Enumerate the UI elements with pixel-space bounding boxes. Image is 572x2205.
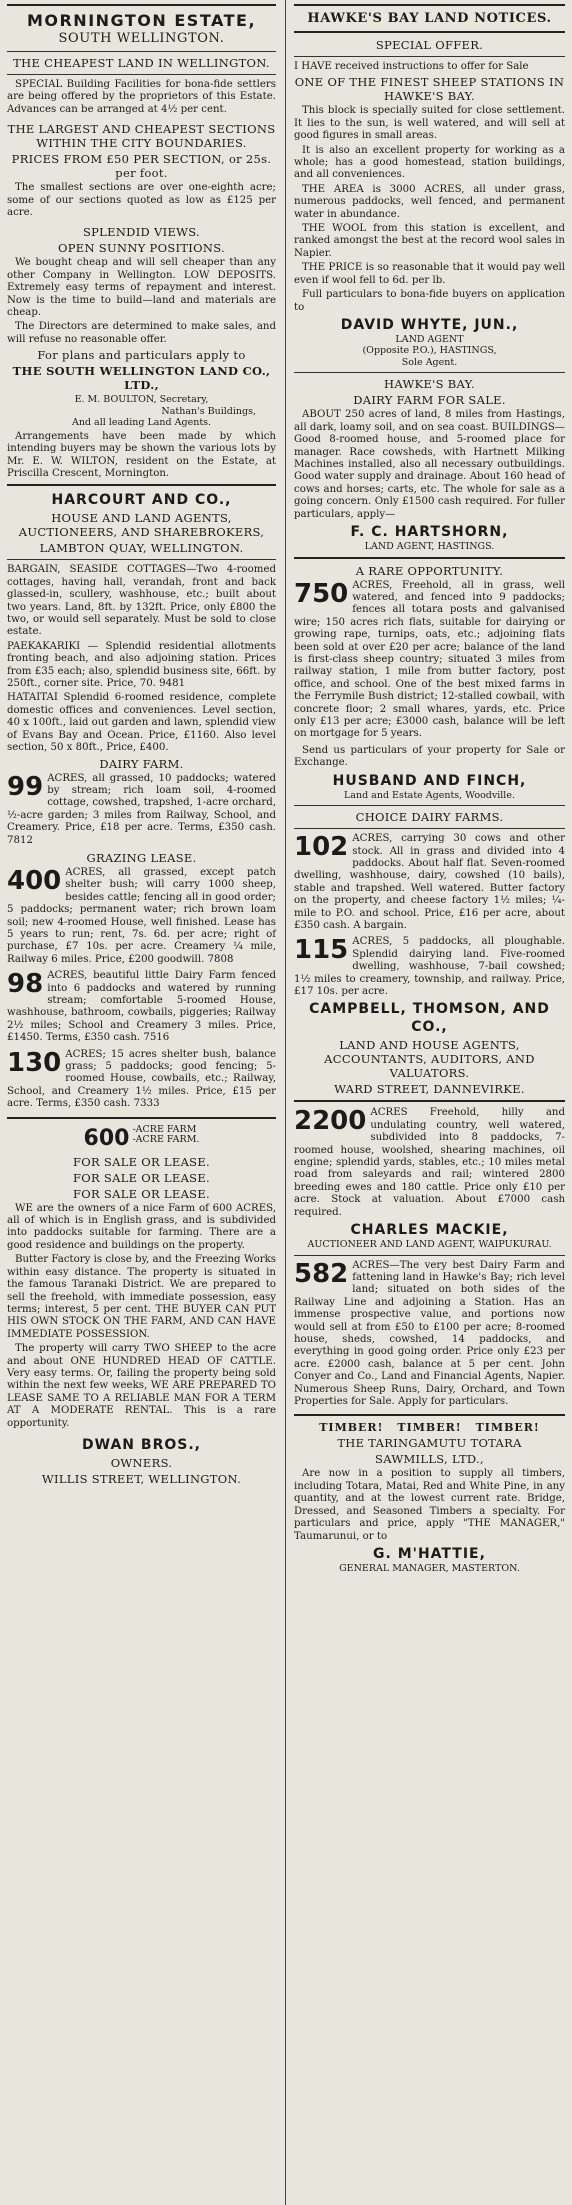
- divider: [7, 74, 276, 75]
- acre-number: 750: [294, 578, 349, 609]
- firm-line: Land and Estate Agents, Woodville.: [343, 789, 515, 801]
- listing: [294, 936, 565, 1000]
- title-unit: [132, 1125, 199, 1145]
- ad-heading: GRAZING LEASE.: [86, 850, 197, 865]
- divider: [294, 372, 565, 373]
- ad-address: LAMBTON QUAY, WELLINGTON.: [39, 541, 244, 556]
- ad-heading: SPLENDID VIEWS.: [82, 225, 201, 240]
- agent-line: Sole Agent.: [401, 356, 458, 368]
- ad-subtitle: SOUTH WELLINGTON.: [58, 31, 225, 46]
- agent-name: DAVID WHYTE, JUN.,: [340, 316, 519, 333]
- listing: [294, 1260, 565, 1411]
- listing-text: ACRES, Freehold, all in grass, well watered, and fenced into 9 paddocks; fences all totara posts and galvanised wire; 150 acres rich flats, suitable for dairying or growing rape, turnips, oats, etc.; adjoining flats been sold at over £20 per acre; balance of the land is first-class sheep country; situated 3 miles from railway station, 1 mile from butter factory, post office, and school. One of the best mixed farms in the Ferrymile Bush district; 12-stalled cowbail, with concrete floor; 2 small whares, yards, etc. Price only £13 per acre; £3000 cash, balance will be left on mortgage for 5 years.: [294, 579, 565, 740]
- listing-text: ACRES; 15 acres shelter bush, balance grass; 5 paddocks; good fencing; 5-roomed House, cowbails, etc.; Railway, School, and Creamery 1½ miles. Price, £15 per acre. Terms, £350 cash. 7333: [7, 1048, 276, 1110]
- ad-paragraph: Butter Factory is close by, and the Freezing Works within easy distance. The property is situated in the famous Taranaki District. We are prepared to sell the freehold, with immediate possession, easy terms; interest, 5 per cent. THE BUYER CAN PUT HIS OWN STOCK ON THE FARM, AND CAN HAVE IMMEDIATE POSSESSION.: [7, 1254, 276, 1340]
- acre-number: 400: [7, 865, 62, 896]
- ad-heading: A RARE OPPORTUNITY.: [355, 563, 504, 578]
- contact-line: E. M. BOULTON, Secretary,: [74, 394, 209, 406]
- section-rule: [294, 557, 565, 559]
- contact-line: And all leading Land Agents.: [71, 417, 212, 429]
- listing: BARGAIN, SEASIDE COTTAGES—Two 4-roomed cottages, having hall, verandah, front and back glassed-in, scullery, washhouse, etc.; built about two years. Land, 8ft. by 132ft. Price, only £800 the two, or would sell separately. Must be sold to close estate.: [7, 564, 276, 638]
- ad-title: MORNINGTON ESTATE,: [26, 11, 257, 30]
- ad-paragraph: Are now in a position to supply all timbers, including Totara, Matai, Red and White Pine, in any quantity, and at the lowest current rate. Bridge, Dressed, and Seasoned Timbers a specialty. For particulars and price, apply "THE MANAGER," Taumarunui, or to: [294, 1468, 565, 1542]
- company-name: THE SOUTH WELLINGTON LAND CO., LTD.,: [12, 364, 271, 393]
- ad-heading: For plans and particulars apply to: [37, 348, 246, 363]
- divider: [7, 559, 276, 560]
- ad-heading: DAIRY FARM FOR SALE.: [353, 393, 506, 408]
- listing: [7, 867, 276, 968]
- ad-heading: ONE OF THE FINEST SHEEP STATIONS IN HAWKE'S BAY.: [294, 75, 565, 104]
- firm-line: LAND AND HOUSE AGENTS, ACCOUNTANTS, AUDITORS, AND VALUATORS.: [324, 1038, 535, 1081]
- timber-banner: [294, 1421, 565, 1434]
- top-rule: [294, 4, 565, 6]
- divider: [294, 56, 565, 57]
- listing-text: ACRES, carrying 30 cows and other stock. All in grass and divided into 4 paddocks. About half flat. Seven-roomed dwelling, washhouse, dairy, cowshed (10 bails), stable and trapshed. Well watered. Butter factory on the property, and cheese factory 1½ miles; ¼-mile to P.O. and school. Price, £16 per acre, about £350 cash. A bargain.: [294, 833, 565, 931]
- listing: [294, 833, 565, 934]
- harcourt-ad: [4, 491, 279, 1118]
- acre-number: 600: [83, 1125, 130, 1151]
- ad-paragraph: We bought cheap and will sell cheaper than any other Company in Wellington. LOW DEPOSITS. Extremely easy terms of repayment and interest. Now is the time to build—land and materials are cheap.: [7, 257, 276, 319]
- ad-title: HARCOURT AND CO.,: [51, 492, 232, 509]
- ad-paragraph: Arrangements have been made by which intending buyers may be shown the various lots by Mr. E. W. WILTON, resident on the Estate, at Priscilla Crescent, Mornington.: [7, 430, 276, 479]
- ad-paragraph: Send us particulars of your property for Sale or Exchange.: [294, 744, 565, 769]
- title-unit-line: -ACRE FARM: [132, 1123, 197, 1135]
- left-column: [4, 0, 279, 2205]
- ad-heading: FOR SALE OR LEASE.: [73, 1186, 210, 1201]
- listing-text: ACRES Freehold, hilly and undulating country, well watered, subdivided into 8 paddocks, 7-roomed house, woolshed, shearing machines, oil engine; splendid yards, stables, etc.; 10 miles metal road from saleyards and rail; wintered 2800 breeding ewes and 180 cattle. Price only £10 per acre. Stock at valuation. About £7000 cash required.: [294, 1107, 565, 1218]
- listing: [7, 1049, 276, 1113]
- timber-word: TIMBER!: [397, 1421, 462, 1435]
- ad-paragraph: This block is specially suited for close settlement. It lies to the sun, is well watered, and will sell at good figures in small areas.: [294, 105, 565, 142]
- listing: HATAITAI Splendid 6-roomed residence, complete domestic offices and conveniences. Level section, 40 x 100ft., laid out garden and lawn, splendid view of Evans Bay and Ocean. Price, £1160. Also level section, 50 x 80ft., Price, £400.: [7, 692, 276, 754]
- firm-name: CAMPBELL, THOMSON, AND CO.,: [309, 1001, 550, 1036]
- divider: [294, 805, 565, 806]
- choice-dairy-ad: [291, 810, 568, 1102]
- ad-paragraph: I HAVE received instructions to offer for Sale: [294, 61, 529, 72]
- ad-paragraph: The property will carry TWO SHEEP to the acre and about ONE HUNDRED HEAD OF CATTLE. Very easy terms. Or, failing the property being sold within the next few weeks, WE ARE PREPARED TO LEASE SAME TO A RELIABLE MAN FOR A TERM AT A MODERATE RENTAL. This is a rare opportunity.: [7, 1343, 276, 1429]
- listing: [294, 580, 565, 743]
- section-header: HAWKE'S BAY LAND NOTICES.: [307, 11, 552, 26]
- divider: [294, 828, 565, 829]
- listing: PAEKAKARIKI — Splendid residential allotments fronting beach, and also adjoining station. Prices from £35 each; also, splendid business site, 66ft. by 250ft., corner site. Price, 70. 9481: [7, 640, 276, 690]
- ad-heading: THE CHEAPEST LAND IN WELLINGTON.: [13, 56, 270, 70]
- firm-name: HUSBAND AND FINCH,: [332, 772, 527, 789]
- timber-word: TIMBER!: [475, 1421, 540, 1435]
- acre-number: 2200: [294, 1106, 367, 1137]
- divider: [294, 1255, 565, 1256]
- ad-paragraph: The smallest sections are over one-eighth acre; some of our sections quoted as low as £125 per acre.: [7, 182, 276, 219]
- acre-number: 130: [7, 1047, 62, 1078]
- listing-text: ACRES, all grassed, except patch shelter bush; will carry 1000 sheep, besides cattle; fencing all in good order; 5 paddocks; permanent water; rich brown loam soil; new 4-roomed House, well finished. Lease has 5 years to run; rent, 7s. 6d. per acre; right of purchase, £7 10s. per acre. Creamery ¼ mile, Railway 6 miles. Price, £200 goodwill. 7808: [7, 866, 276, 965]
- mill-prefix: THE: [337, 1436, 365, 1451]
- listing-text: ACRES—The very best Dairy Farm and fattening land in Hawke's Bay; rich level land; situated on both sides of the Railway Line and adjoining a Station. Has an immense prospective value, and portions now would sell at from £50 to £100 per acre; 8-roomed house, sheds, cowshed, 14 paddocks, and everything in good going order. Price only £23 per acre. £2000 cash, balance at 5 per cent. John Conyer and Co., Land and Financial Agents, Napier. Numerous Sheep Runs, Dairy, Orchard, and Town Properties for Sale. Apply for particulars.: [294, 1259, 565, 1408]
- section-rule: [7, 1117, 276, 1119]
- section-rule: [294, 1100, 565, 1102]
- divider: [294, 31, 565, 33]
- agent-line: LAND AGENT: [395, 333, 464, 345]
- ad-heading: OPEN SUNNY POSITIONS.: [58, 241, 225, 256]
- acre-number: 102: [294, 832, 349, 863]
- ad-paragraph: It is also an excellent property for working as a whole; has a good homestead, station buildings, and all conveniences.: [294, 144, 565, 181]
- ad-address: WILLIS STREET, WELLINGTON.: [41, 1471, 242, 1486]
- ad-paragraph: SPECIAL Building Facilities for bona-fide settlers are being offered by the proprietors of this Estate. Advances can be arranged at 4½ per cent.: [7, 79, 276, 115]
- ad-title: [7, 1125, 276, 1151]
- ad-heading: FOR SALE OR LEASE.: [73, 1170, 210, 1185]
- listing: [7, 970, 276, 1046]
- ad-heading: SAWMILLS, LTD.,: [375, 1452, 484, 1467]
- divider: [7, 51, 276, 52]
- hawkes-bay-notices-ad: [291, 4, 568, 373]
- contact-line: Nathan's Buildings,: [161, 405, 256, 417]
- mill-name: TARINGAMUTU TOTARA: [368, 1436, 522, 1451]
- ad-heading: PRICES FROM £50 PER SECTION, or 25s. per foot.: [11, 152, 272, 181]
- agent-line: LAND AGENT, HASTINGS.: [364, 541, 495, 553]
- listing: [294, 1107, 565, 1221]
- column-divider: [285, 0, 286, 2205]
- mornington-estate-ad: [4, 4, 279, 486]
- listing-text: ACRES, 5 paddocks, all ploughable. Splendid dairying land. Five-roomed dwelling, washhouse, 7-bail cowshed; 1½ miles to creamery, township, and railway. Price, £17 10s. per acre.: [294, 936, 565, 998]
- acres-582-ad: [291, 1260, 568, 1417]
- acre-number: 582: [294, 1258, 349, 1289]
- firm-line: WARD STREET, DANNEVIRKE.: [334, 1082, 525, 1097]
- firm-name: CHARLES MACKIE,: [350, 1222, 509, 1239]
- ad-paragraph: THE AREA is 3000 ACRES, all under grass, numerous paddocks, well fenced, and permanent water in abundance.: [294, 183, 565, 220]
- ad-heading: CHOICE DAIRY FARMS.: [355, 810, 504, 825]
- manager-name: G. M'HATTIE,: [373, 1545, 486, 1562]
- ad-paragraph: WE are the owners of a nice Farm of 600 ACRES, all of which is in English grass, and is subdivided into paddocks suitable for farming. There are a good residence and buildings on the property.: [7, 1202, 276, 1251]
- firm-line: AUCTIONEER AND LAND AGENT, WAIPUKURAU.: [307, 1239, 552, 1251]
- agent-line: (Opposite P.O.), HASTINGS,: [362, 345, 497, 357]
- ad-paragraph: Full particulars to bona-fide buyers on application to: [294, 289, 565, 313]
- right-column: [291, 0, 568, 2205]
- acre-number: 115: [294, 935, 349, 966]
- ad-heading: DAIRY FARM.: [99, 756, 184, 771]
- listing: [7, 773, 276, 849]
- section-rule: [7, 484, 276, 486]
- ad-paragraph: ABOUT 250 acres of land, 8 miles from Hastings, all dark, loamy soil, and on sea coast. BUILDINGS—Good 8-roomed house, and 5-roomed place for manager. Race cowsheds, with Hartnett Milking Machines installed, also all necessary outbuildings. Good water supply and drainage. About 160 head of cows and horses; carts, etc. The whole for sale as a going concern. Only £1500 cash required. For fuller particulars, apply—: [294, 409, 565, 520]
- acre-number: 99: [7, 771, 44, 802]
- timber-word: TIMBER!: [319, 1421, 384, 1435]
- rare-opportunity-ad: [291, 564, 568, 807]
- ad-heading: HOUSE AND LAND AGENTS, AUCTIONEERS, AND SHAREBROKERS,: [18, 511, 265, 540]
- title-unit-line: -ACRE FARM.: [132, 1133, 200, 1145]
- agent-name: F. C. HARTSHORN,: [350, 524, 509, 541]
- farm-600-ad: [4, 1125, 279, 1486]
- listing-text: ACRES, all grassed, 10 paddocks; watered by stream; rich loam soil, 4-roomed cottage, cowshed, trapshed, 1-acre orchard, ½-acre garden; 3 miles from Railway, School, and Creamery. Price, £18 per acre. Terms, £350 cash. 7812: [7, 772, 276, 846]
- owner-name: DWAN BROS.,: [82, 1436, 201, 1453]
- hawkes-bay-dairy-ad: [291, 377, 568, 558]
- ad-paragraph: THE WOOL from this station is excellent, and ranked amongst the best at the record wool sales in Napier.: [294, 223, 565, 259]
- timber-ad: [291, 1421, 568, 1574]
- owner-label: OWNERS.: [110, 1455, 173, 1470]
- ad-heading: SPECIAL OFFER.: [375, 38, 484, 52]
- ad-heading: FOR SALE OR LEASE.: [73, 1154, 210, 1169]
- acres-2200-ad: [291, 1107, 568, 1255]
- section-rule: [294, 1414, 565, 1416]
- ad-paragraph: THE PRICE is so reasonable that it would pay well even if wool fell to 6d. per lb.: [294, 262, 565, 286]
- acre-number: 98: [7, 969, 44, 1000]
- top-rule: [7, 4, 276, 6]
- listing-text: ACRES, beautiful little Dairy Farm fenced into 6 paddocks and watered by running stream; comfortable 5-roomed House, washhouse, bathroom, cowbails, piggeries; Railway 2½ miles; School and Creamery 3 miles. Price, £1450. Terms, £350 cash. 7516: [7, 970, 276, 1044]
- ad-heading: [294, 1436, 565, 1450]
- manager-line: GENERAL MANAGER, MASTERTON.: [339, 1562, 520, 1574]
- ad-paragraph: The Directors are determined to make sales, and will refuse no reasonable offer.: [7, 321, 276, 345]
- ad-heading: THE LARGEST AND CHEAPEST SECTIONS WITHIN THE CITY BOUNDARIES.: [7, 122, 276, 151]
- ad-heading: HAWKE'S BAY.: [383, 377, 476, 392]
